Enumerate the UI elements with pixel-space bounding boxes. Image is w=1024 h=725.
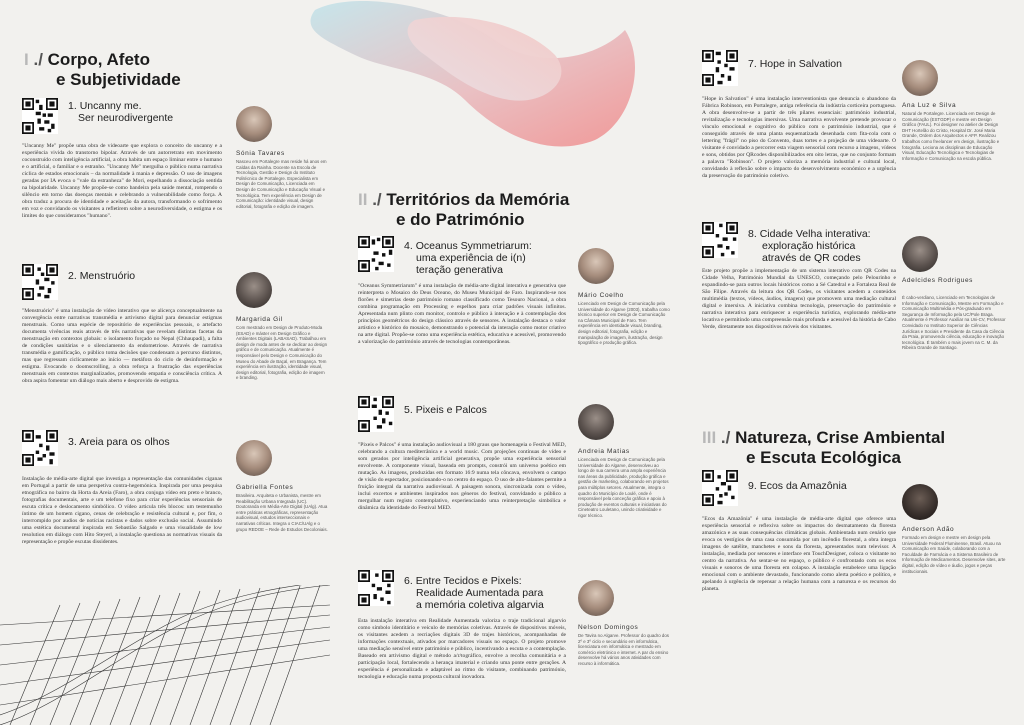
author-avatar [236,106,272,142]
work-description: "Menstruório" é uma instalação de vídeo interativo que se alicerça conceptualmente na convergência entre narrativas transmédia e artivismo digital para denunciar estigmas menstruais. Como uma espécie de repositório de experiências pessoais, o artefacto documenta vivências reais através de três narrativas que revelam distintas facetas da menstruação em contextos globais: o isolamento forçado no Nepal (Chhaupadi), a falta de condições sanitárias e o silenciamento da endometriose. Através de narrativa transmédia e gamificação, o público toma decisões que condensam a percurso distintos, mas que regressam ciclicamente ao início — metáfora do ciclo de desinformação e estigma. Evocando o doomscrolling, a obra reforça a frustração das experiências menstruais em contextos marginalizados, promovendo empatia e consciência crítica. A obra aspira fomentar um diálogo mais aberto e desprovido de estigma. [22,308,222,384]
section-number: III [702,428,717,447]
section-heading-3 [702,428,945,468]
work-description: "Ecos da Amazônia" é uma instalação de média-arte digital que oferece uma experiência sensorial e reflexiva sobre os impactos do desmatamento da floresta amazónica e as suas consequências climáticas globais. Ambientada num cenário que evoca os vestígios de uma casa consumida por um incêndio florestal, a obra integra imagens de satélite, manchetes e sons da floresta, apresentados num televisor. A instalação, mediada por sensores e interface em TouchDesigner, coloca o visitante no centro da narrativa. Ao sentar-se no espaço, o público é confrontado com os ecos visuais e sonoros de uma floresta em colapso. A instalação estabelece uma ligação emocional com o ambiente devastado, funcionando como alerta poético e político, e apelando à urgência de repensar a relação humana com a natureza e os recursos do planeta. [702,516,896,592]
author-name: Andreia Matias [578,448,630,455]
work-title: 6. Entre Tecidos e Pixels: Realidade Aumentada para a memória coletiva algarvia [404,575,544,611]
column-2 [342,0,682,725]
work-description: "Uncanny Me" propõe uma obra de videoarte que explora o conceito do uncanny e a experiência vivida do transtorno bipolar. Através de um autorretrato em movimento coconstruído com inteligência artificial, a obra habita um espaço liminar entre o humano e o artificial, o familiar e o estranho. "Uncanny Me" mergulha o público numa narrativa cíclica de estados emocionais – da normalidade à mania e depressão. O uso de imagens geradas por IA evoca o "vale da estranheza" de Mori, espelhando a dissociação sentida na bipolaridade. Uncanny Me propõe-se como bandeira pela saúde mental, rompendo o silêncio em torno das doenças mentais e celebrando a vulnerabilidade como força. A obra traduz a procura de identidade e aceitação da autora, transformando o sofrimento em voz e convidando os visitantes a refletirem sobre a neurodiversidade, o estigma e os limites do que consideramos "humano". [22,143,222,219]
work-title: 8. Cidade Velha interativa: exploração histórica através de QR codes [748,228,871,264]
work-title: 4. Oceanus Symmetriarum: uma experiência de i(n) teração generativa [404,240,532,276]
work-description: Este projeto propõe a implementação de um sistema interativo com QR Codes na Cidade Velha, Património Mundial da UNESCO, começando pelo Pelourinho e expandindo-se para outros locais históricos como a Sé Catedral e a Fortaleza Real de São Filipe. Através da leitura dos QR Codes, os visitantes acedem a conteúdos multimédia (textos, vídeos, áudios, imagens) que promovem uma mediação cultural digital e imersiva. A iniciativa combina tecnologia, preservação do património e narrativa interativa para enriquecer a experiência turística, explorando média-arte locativa e permitindo uma compreensão mais profunda e acessível da história de Cabo Verde, diretamente nos dispositivos móveis dos visitantes. [702,268,896,330]
author-name: Anderson Adão [902,526,955,533]
section-slash: ./ [33,50,43,69]
author-avatar [902,60,938,96]
author-avatar [902,484,938,520]
author-avatar [578,580,614,616]
column-1 [0,0,340,725]
author-name: Sónia Tavares [236,150,285,157]
author-bio: Com mestrado em Design de Produto-Moda (ESAD) e máster em Design Gráfico e Ambientes Digitais (LABASAD). Trabalhou em design de moda antes de se dedicar ao design gráfico e de comunicação. Atualmente é responsável pelo Design e Comunicação do Museu do Abade de Baçal, em Bragança. Tem experiência em ilustração, identidade visual, design editorial, fotografia, edição de imagem e branding. [236,325,328,381]
section-title-line1: Territórios da Memória [386,190,570,209]
work-description: "Hope in Salvation" é uma instalação interventionista que denuncia o abandono da Fábrica Robinson, em Portalegre, antiga referência da indústria corticeira portuguesa. A obra desenvolve-se a partir de três pilares essenciais: património industrial, revitalização e tecnologias imersivas. Uma narrativa envolvente pretende provocar o vínculo emocional e cognitivo do público com o património industrial, que é conseguido através de uma planta esquematizada desenhada com fita-cola com o lettering "frágil" no piso do Convento, duas tortes e a projeção de uma videoarte. O visitante é convidado a percorrer esta viagem sensorial com recurso a imagens, vídeos e sons, obtidos por QRcodes disponibilizados em oito letras, que no conjunto formam a palavra "Robinson". O projeto valoriza a memória industrial e cultural local, convidando à reflexão sobre o impacto do desenvolvimento económico e a urgência da preservação do património coletivo. [702,96,896,179]
author-bio: Natural de Portalegre. Licenciada em Design de Comunicação (ESTGDP) e mestre em Design Gráfico (FAUL). Foi designer no atelier de Design DHT Hortelão do Cristo, Hospital Dr. José Maria Grande, Ordem dos Arquitectos e AFP. Realizou trabalhos como freelancer em design, ilustração e fotografia. Leciona as disciplinas de Educação Visual, Educação Tecnológica e Tecnologias de Informação e Comunicação na escola pública. [902,111,1000,161]
qr-code-icon[interactable] [358,396,394,432]
qr-code-icon[interactable] [22,430,58,466]
author-name: Ana Luz e Silva [902,102,957,109]
section-title-line1: Corpo, Afeto [47,50,150,69]
section-title-line2: e do Património [396,210,525,229]
qr-code-icon[interactable] [702,50,738,86]
section-slash: ./ [720,428,731,447]
section-slash: ./ [372,190,382,209]
qr-code-icon[interactable] [22,98,58,134]
author-bio: De Tavira no Algarve. Professor do quadro dos 2º e 3º ciclo e secundário em informática, licenciatura em informática e mestrado em comércio eletrónico e internet. A par do ensino desenvolve há vários anos atividades com recurso à informática. [578,633,669,666]
author-avatar [236,440,272,476]
author-bio: É cabo-verdiano, Licenciado em Tecnologias de Informação e Comunicação, Mestre em Formação e Comunicação Multimédia e Pós-graduado em Segurança de Informação pela UC/Pole Braga. Atualmente é Professor Auxiliar na Uni-CV, Professor Convidado no Instituto Superior de Ciências Jurídicas e Sociais e Presidente da Casa da Ciência da Praia, promovendo ciência, educação e inovação tecnológica. É também o mais jovem na C. M. da Ribeira Grande de Santiago. [902,295,1006,351]
author-avatar [578,404,614,440]
column-3 [684,0,1024,725]
section-number: I [24,50,29,69]
work-description: "Oceanus Symmetriarum" é uma instalação de média-arte digital interativa e generativa que reinterpreta o Mosaico do Deus Oceano, do Museu Municipal de Faro. Inspirando-se nos florões e simetrias deste património romano classificado como Tesouro Nacional, a obra combina programação em Processing e espelhos para criar padrões visuais infinitos. Apresentada num plinto com monitor, controlo e público à interação e à contemplação dos princípios geométricos do design clássico através de sensores. A instalação destaca o valor artístico e histórico do mosaico, demonstrando o potencial da interação como motor criativo na arte digital. Propõe-se como uma experiência estética, educativa e acessível, promovendo a valorização do património através de tecnologias contemporâneas. [358,283,566,345]
author-avatar [578,248,614,284]
section-number: II [358,190,368,209]
author-bio: Brasileira. Arquiteta e Urbanista, mestre em Reabilitação Urbana Integrada (UC). Doutoranda em Média-Arte Digital (UAlg). Atua entre práticas etnográficas, representação audiovisual, estudos interseccionais e narrativas críticas. Integra o CIAC/UAlg e o grupo REDOE – Rede de Estudos Decoloniais. [236,493,328,532]
work-title: 2. Menstruório [68,270,136,282]
qr-code-icon[interactable] [22,264,58,300]
author-name: Gabriella Fontes [236,484,294,491]
work-description: Instalação de média-arte digital que investiga a representação das comunidades ciganas em Portugal a partir de uma perspetiva contra-hegemónica. Inspirada por uma pesquisa etnográfica no bairro da Horta da Areia (Faro), a obra conjuga vídeo em preto e branco, fotografias documentais, arte e um telefone fixo para criar experiências sensoriais de escuta crítica e deslocamento simbólico. O vídeo articula três blocos: um testemunho íntimo de um homem cigano, cenas de celebração e resistência cultural e, por fim, o interrompido por audios de notícias racistas e dados sobre exclusão social. Assumindo uma estética documental inspirada em Sebastião Salgado e uma visualidade de low resolution em diálogo com Hito Steyerl, a instalação questiona as normativas visuais da representação e propõe escutas dissidentes. [22,476,222,545]
work-title: 3. Areia para os olhos [68,436,170,448]
work-title: 7. Hope in Salvation [748,58,842,70]
work-description: "Pixeis e Palcos" é uma instalação audiovisual a 180 graus que homenageia o Festival MED, celebrando a cultura mediterrânica e a world music. Com projeções contínuas de vídeo e som gerados por inteligência artificial generativa, propõe uma experiência sensorial envolvente. A componente visual, baseada em prompts, constrói um universo poético em mutação. As imagens, produzidas em formato 16:9 numa tela côncava, envolvem o campo de visão do espectador, posicionando-o no centro do espaço. O uso de alto-falantes permite a fruição integral da narrativa audiovisual. A paisagem sonora, sincronizada com o vídeo, inclui excertos e ambientes inspirados nos géneros do festival, convidando o público a mergulhar num registo contemplativo, experienciando uma reinterpretação simbólica e dinâmica da identidade do Festival MED. [358,442,566,511]
work-title: 5. Pixeis e Palcos [404,404,487,416]
section-heading-2 [358,190,569,230]
author-name: Adelcides Rodrigues [902,277,974,284]
section-heading-1 [24,50,181,90]
author-bio: Nasceu em Portalegre mas reside há anos em Caldas da Rainha. Docente na Escola de Tecnologia, Gestão e Design do Instituto Politécnico de Portalegre. Especialista em Design de Comunicação, Licenciada em Design de Comunicação e Educação Visual e Tecnológica. Tem experiência em Design de Comunicação: identidade visual, design editorial, fotografia e edição de imagem. [236,159,327,209]
qr-code-icon[interactable] [358,236,394,272]
section-title-line1: Natureza, Crise Ambiental [735,428,946,447]
author-bio: Licenciada em Design de Comunicação pela Universidade do Algarve, desenvolveu ao longo de sua carreira uma ampla experiência nas áreas da publicidade, produção gráfica e gestão de marketing, colaborando em projetos para múltiplos setores. Atualmente, integra o quadro do Município de Loulé, onde é responsável pela conceção gráfica e apoio à produção de eventos culturais e iniciativas do Cineteatro Louletano, unindo criatividade e rigor técnico. [578,457,669,518]
qr-code-icon[interactable] [702,222,738,258]
qr-code-icon[interactable] [358,570,394,606]
author-avatar [236,272,272,308]
section-title-line2: e Subjetividade [56,70,181,89]
work-title: 9. Ecos da Amazônia [748,480,847,492]
author-name: Margarida Gil [236,316,283,323]
work-description: Esta instalação interativa em Realidade Aumentada valoriza o traje tradicional algarvio como símbolo identitário e veículo de memórias coletivas. Através de dispositivos móveis, os visitantes acedem a recriações digitais 3D de trajes históricos, acompanhadas de informações contextuais, ativados por marcadores visuais no espaço. O projeto promove uma mediação sensível entre património e público, incentivando a escuta e a contemplação. Baseado em artivismo digital e método a/r/tográfico, envolve a recolha comunitária e a participação local, fortalecendo a herança imaterial e criando uma ponte entre gerações. A experiência é personalizada e adaptável ao ritmo do visitante, combinando património, tecnologia e educação numa proposta cultural inovadora. [358,618,566,680]
work-title: 1. Uncanny me. Ser neurodivergente [68,100,174,124]
author-name: Mário Coelho [578,292,624,299]
qr-code-icon[interactable] [702,470,738,506]
author-avatar [902,236,938,272]
section-title-line2: e Escuta Ecológica [746,448,901,467]
author-bio: Licenciado em Design de Comunicação pela Universidade do Algarve (2003), trabalha como técnico superior em Design de Comunicação na Câmara Municipal de Faro. Tem experiência em identidade visual, branding, design editorial, fotografia, edição e manipulação de imagem, ilustração, design tipográfico e produção gráfica. [578,301,670,346]
author-bio: Formado em design e mestre em design pela Universidade Federal Fluminense, Brasil. Atuou na Comunicação em Saúde, colaborando com a Faculdade de Farmácia e a Sistema Brasileiro de Informação de Medicamentos. Desenvolve sites, arte digital, edição de vídeo e áudio, jogos e peças institucionais. [902,535,1006,574]
author-name: Nelson Domingos [578,624,639,631]
